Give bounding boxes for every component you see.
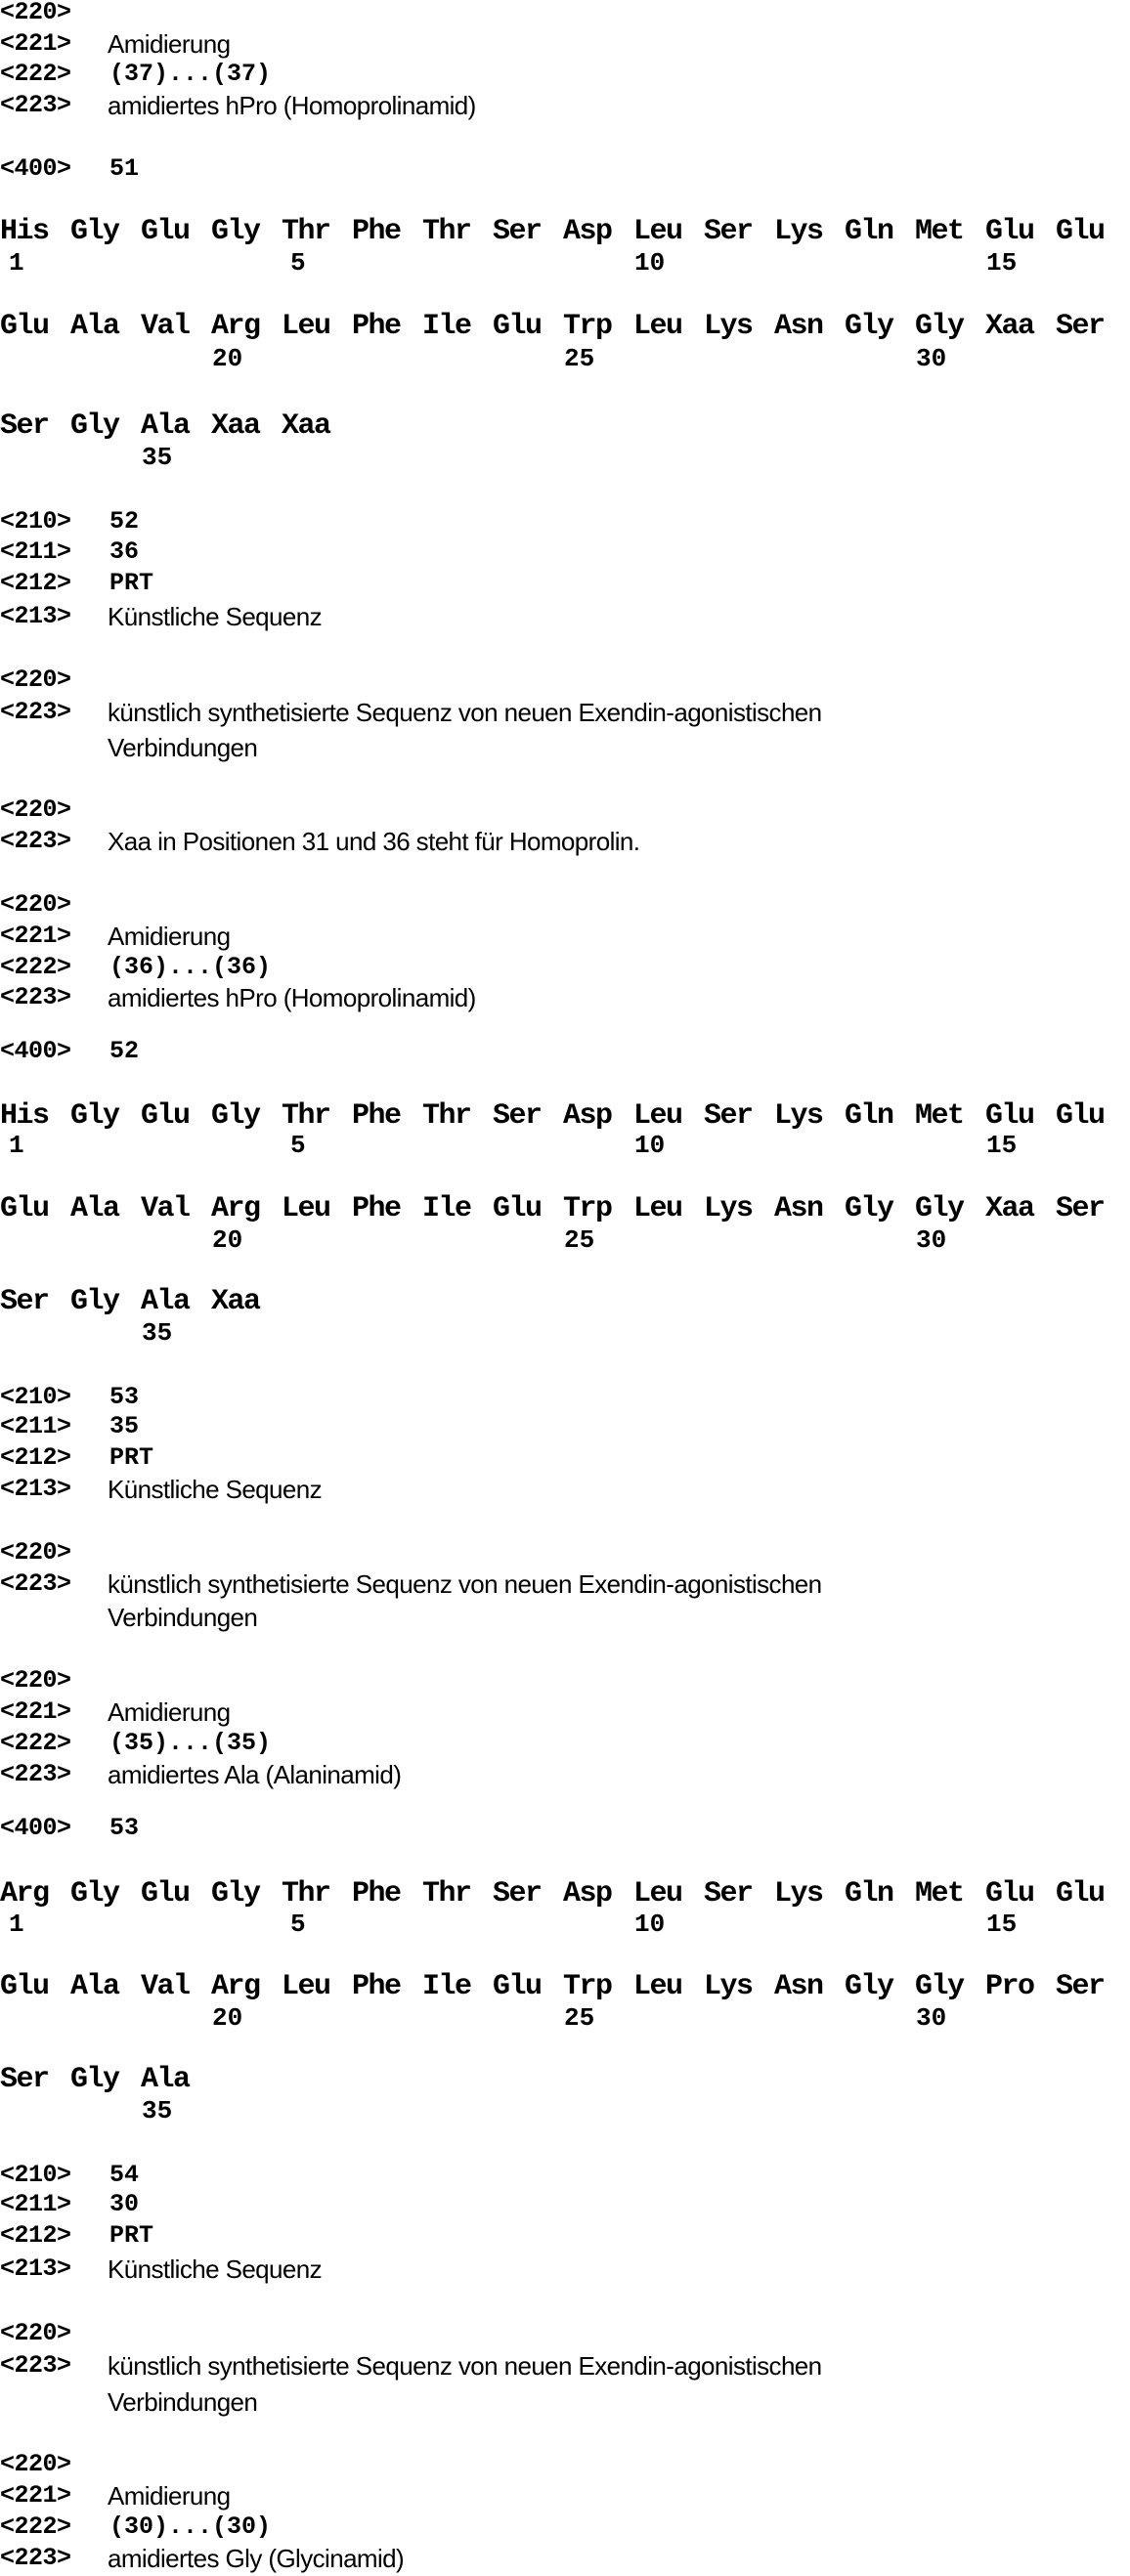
residue: Phe: [352, 215, 401, 248]
field-value: amidiertes Ala (Alaninamid): [108, 1760, 402, 1789]
residue: Gln: [845, 215, 893, 248]
residue: Leu: [633, 215, 682, 248]
field-value: künstlich synthetisierte Sequenz von neuen Exendin-agonistischen: [108, 698, 822, 727]
residue: Gly: [70, 1877, 119, 1911]
residue: Glu: [141, 1099, 190, 1133]
residue: Ser: [1056, 1970, 1105, 2003]
residue: Ile: [422, 1192, 471, 1225]
sequence-row: [0, 312, 1130, 341]
field-value: PRT: [109, 2221, 154, 2250]
position-number: 30: [916, 2003, 947, 2033]
field-value: 51: [109, 154, 140, 183]
field-value: Amidierung: [108, 1697, 231, 1727]
field-value: künstlich synthetisierte Sequenz von neuen Exendin-agonistischen: [108, 1569, 822, 1599]
field-value: 54: [109, 2161, 140, 2189]
residue: Leu: [633, 1192, 682, 1225]
sequence-row: [0, 1287, 1130, 1316]
field-value: 36: [109, 537, 140, 566]
field-tag: <400>: [0, 154, 71, 183]
residue: Ser: [0, 409, 49, 443]
residue: Ser: [704, 1877, 753, 1911]
residue: Leu: [282, 310, 330, 343]
residue: Thr: [422, 1099, 471, 1133]
residue: Ser: [493, 1877, 542, 1911]
field-value: Amidierung: [108, 922, 231, 951]
residue: Lys: [774, 1877, 823, 1911]
position-number-row: [0, 1910, 1130, 1939]
residue: Arg: [211, 310, 260, 343]
position-number: 20: [212, 1225, 243, 1255]
residue: His: [0, 1099, 49, 1133]
residue: Gly: [845, 310, 893, 343]
residue: Gly: [845, 1970, 893, 2003]
residue: Leu: [282, 1970, 330, 2003]
position-number: 35: [142, 2096, 173, 2125]
field-tag: <210>: [0, 507, 71, 536]
residue: Leu: [633, 310, 682, 343]
residue: Gln: [845, 1099, 893, 1133]
residue: Glu: [1056, 215, 1105, 248]
position-number: 30: [916, 1225, 947, 1255]
residue: Val: [141, 1192, 190, 1225]
field-tag: <213>: [0, 2254, 71, 2283]
residue: Ser: [0, 2063, 49, 2096]
residue: Phe: [352, 1877, 401, 1911]
field-value: PRT: [109, 569, 154, 597]
residue: Leu: [282, 1192, 330, 1225]
residue: Glu: [141, 215, 190, 248]
residue: Gly: [70, 1099, 119, 1133]
residue: Gly: [915, 1970, 964, 2003]
residue: Arg: [211, 1970, 260, 2003]
residue: Leu: [633, 1099, 682, 1133]
residue: Asp: [563, 1877, 612, 1911]
sequence-row: [0, 1101, 1130, 1131]
position-number: 30: [916, 344, 947, 373]
position-number-row: [0, 344, 1130, 373]
residue: Phe: [352, 1192, 401, 1225]
residue: Glu: [141, 1877, 190, 1911]
residue: Val: [141, 310, 190, 343]
residue: Glu: [985, 215, 1034, 248]
residue: Ser: [1056, 1192, 1105, 1225]
position-number: 20: [212, 344, 243, 373]
position-number-row: [0, 248, 1130, 278]
position-number: 25: [564, 1225, 595, 1255]
residue: Ile: [422, 1970, 471, 2003]
residue: Thr: [422, 215, 471, 248]
field-tag: <220>: [0, 1538, 71, 1567]
residue: Phe: [352, 1099, 401, 1133]
field-tag: <213>: [0, 602, 71, 630]
position-number: 5: [290, 1910, 306, 1939]
position-number: 10: [634, 1910, 666, 1939]
field-value: PRT: [109, 1443, 154, 1472]
field-value: amidiertes hPro (Homoprolinamid): [108, 91, 476, 120]
field-value: (30)...(30): [109, 2512, 272, 2541]
position-number: 5: [290, 1131, 306, 1160]
residue: Xaa: [985, 310, 1034, 343]
sequence-row: [0, 217, 1130, 246]
residue: Ala: [141, 409, 190, 443]
residue: Met: [915, 1099, 964, 1133]
position-number: 1: [9, 248, 24, 278]
field-value: 53: [109, 1383, 140, 1411]
residue: Ala: [70, 1970, 119, 2003]
residue: Lys: [704, 1970, 753, 2003]
sequence-row: [0, 1194, 1130, 1224]
field-value: Amidierung: [108, 2481, 231, 2511]
residue: Glu: [1056, 1877, 1105, 1911]
position-number: 1: [9, 1131, 24, 1160]
position-number-row: [0, 2096, 1130, 2125]
residue: Ser: [493, 1099, 542, 1133]
residue: Met: [915, 215, 964, 248]
position-number: 20: [212, 2003, 243, 2033]
field-tag: <221>: [0, 29, 71, 58]
position-number-row: [0, 1318, 1130, 1348]
residue: Leu: [633, 1970, 682, 2003]
position-number: 1: [9, 1910, 24, 1939]
position-number: 15: [986, 248, 1018, 278]
residue: Gly: [70, 2063, 119, 2096]
field-tag: <213>: [0, 1475, 71, 1503]
field-value-continuation-text: Verbindungen: [108, 1603, 258, 1632]
position-number: 15: [986, 1910, 1018, 1939]
field-tag: <223>: [0, 2544, 71, 2572]
field-tag: <212>: [0, 1443, 71, 1472]
field-tag: <223>: [0, 91, 71, 119]
field-value: (37)...(37): [109, 60, 272, 88]
residue: Gly: [845, 1192, 893, 1225]
sequence-row: [0, 1879, 1130, 1909]
residue: Xaa: [211, 409, 260, 443]
residue: Ala: [70, 1192, 119, 1225]
field-tag: <210>: [0, 2161, 71, 2189]
residue: Thr: [282, 1099, 330, 1133]
field-tag: <223>: [0, 983, 71, 1011]
residue: Thr: [422, 1877, 471, 1911]
field-value: 30: [109, 2190, 140, 2218]
field-tag: <220>: [0, 795, 71, 824]
residue: Phe: [352, 1970, 401, 2003]
field-tag: <222>: [0, 60, 71, 88]
residue: Val: [141, 1970, 190, 2003]
residue: Gly: [211, 1877, 260, 1911]
residue: Trp: [563, 310, 612, 343]
field-value-continuation-text: Verbindungen: [108, 733, 258, 762]
residue: Asn: [774, 1192, 823, 1225]
residue: Glu: [0, 310, 49, 343]
field-tag: <220>: [0, 665, 71, 694]
field-value: (36)...(36): [109, 953, 272, 981]
field-tag: <223>: [0, 1760, 71, 1788]
residue: Glu: [493, 1192, 542, 1225]
sequence-row: [0, 2065, 1130, 2094]
residue: Arg: [211, 1192, 260, 1225]
residue: Glu: [0, 1192, 49, 1225]
residue: Gly: [915, 310, 964, 343]
field-tag: <400>: [0, 1814, 71, 1842]
residue: Arg: [0, 1877, 49, 1911]
field-value: Künstliche Sequenz: [108, 602, 323, 631]
residue: Asn: [774, 310, 823, 343]
residue: Gly: [211, 215, 260, 248]
residue: Gln: [845, 1877, 893, 1911]
residue: Glu: [985, 1877, 1034, 1911]
residue: Trp: [563, 1192, 612, 1225]
field-value: amidiertes Gly (Glycinamid): [108, 2544, 405, 2573]
field-value: künstlich synthetisierte Sequenz von neuen Exendin-agonistischen: [108, 2351, 822, 2381]
residue: Ile: [422, 310, 471, 343]
field-value: Xaa in Positionen 31 und 36 steht für Homoprolin.: [108, 827, 640, 856]
position-number-row: [0, 1225, 1130, 1255]
residue: His: [0, 215, 49, 248]
field-tag: <223>: [0, 1569, 71, 1598]
residue: Met: [915, 1877, 964, 1911]
residue: Ser: [493, 215, 542, 248]
residue: Lys: [774, 1099, 823, 1133]
residue: Ala: [141, 1285, 190, 1318]
position-number: 25: [564, 344, 595, 373]
residue: Leu: [633, 1877, 682, 1911]
residue: Glu: [493, 1970, 542, 2003]
residue: Gly: [70, 409, 119, 443]
field-tag: <212>: [0, 569, 71, 597]
field-value: Amidierung: [108, 29, 231, 59]
sequence-row: [0, 1972, 1130, 2001]
residue: Phe: [352, 310, 401, 343]
field-value: Künstliche Sequenz: [108, 2254, 323, 2284]
residue: Ser: [1056, 310, 1105, 343]
residue: Lys: [704, 1192, 753, 1225]
field-value: 35: [109, 1412, 140, 1440]
position-number: 10: [634, 248, 666, 278]
field-tag: <210>: [0, 1383, 71, 1411]
field-tag: <222>: [0, 2512, 71, 2541]
residue: Glu: [985, 1099, 1034, 1133]
residue: Glu: [1056, 1099, 1105, 1133]
residue: Asp: [563, 215, 612, 248]
position-number: 35: [142, 1318, 173, 1348]
field-tag: <220>: [0, 0, 71, 26]
field-tag: <221>: [0, 922, 71, 950]
residue: Gly: [70, 215, 119, 248]
residue: Ser: [704, 1099, 753, 1133]
position-number: 25: [564, 2003, 595, 2033]
residue: Glu: [493, 310, 542, 343]
field-tag: <400>: [0, 1037, 71, 1065]
field-tag: <211>: [0, 1412, 71, 1440]
field-value: 53: [109, 1814, 140, 1842]
field-tag: <220>: [0, 2319, 71, 2347]
residue: Gly: [70, 1285, 119, 1318]
field-tag: <211>: [0, 2190, 71, 2218]
field-tag: <223>: [0, 2351, 71, 2380]
field-value: 52: [109, 1037, 140, 1065]
residue: Xaa: [985, 1192, 1034, 1225]
field-value: 52: [109, 507, 140, 536]
field-tag: <223>: [0, 698, 71, 726]
field-value-continuation-text: Verbindungen: [108, 2387, 258, 2417]
position-number: 10: [634, 1131, 666, 1160]
field-tag: <212>: [0, 2221, 71, 2250]
residue: Asp: [563, 1099, 612, 1133]
position-number-row: [0, 2003, 1130, 2033]
residue: Pro: [985, 1970, 1034, 2003]
residue: Lys: [774, 215, 823, 248]
residue: Thr: [282, 1877, 330, 1911]
residue: Lys: [704, 310, 753, 343]
field-tag: <220>: [0, 1666, 71, 1695]
field-tag: <221>: [0, 2481, 71, 2510]
residue: Ser: [704, 215, 753, 248]
residue: Asn: [774, 1970, 823, 2003]
position-number: 5: [290, 248, 306, 278]
residue: Ala: [141, 2063, 190, 2096]
field-value: (35)...(35): [109, 1729, 272, 1757]
field-tag: <220>: [0, 890, 71, 919]
field-tag: <222>: [0, 953, 71, 981]
field-value: Künstliche Sequenz: [108, 1475, 323, 1504]
field-tag: <222>: [0, 1729, 71, 1757]
field-value: amidiertes hPro (Homoprolinamid): [108, 983, 476, 1012]
residue: Trp: [563, 1970, 612, 2003]
residue: Xaa: [211, 1285, 260, 1318]
position-number-row: [0, 1131, 1130, 1160]
field-tag: <220>: [0, 2450, 71, 2478]
field-tag: <221>: [0, 1697, 71, 1726]
residue: Gly: [915, 1192, 964, 1225]
residue: Ala: [70, 310, 119, 343]
residue: Ser: [0, 1285, 49, 1318]
position-number: 15: [986, 1131, 1018, 1160]
position-number-row: [0, 443, 1130, 472]
residue: Thr: [282, 215, 330, 248]
residue: Glu: [0, 1970, 49, 2003]
position-number: 35: [142, 443, 173, 472]
residue: Xaa: [282, 409, 330, 443]
field-tag: <223>: [0, 827, 71, 855]
field-tag: <211>: [0, 537, 71, 566]
sequence-row: [0, 411, 1130, 441]
residue: Gly: [211, 1099, 260, 1133]
